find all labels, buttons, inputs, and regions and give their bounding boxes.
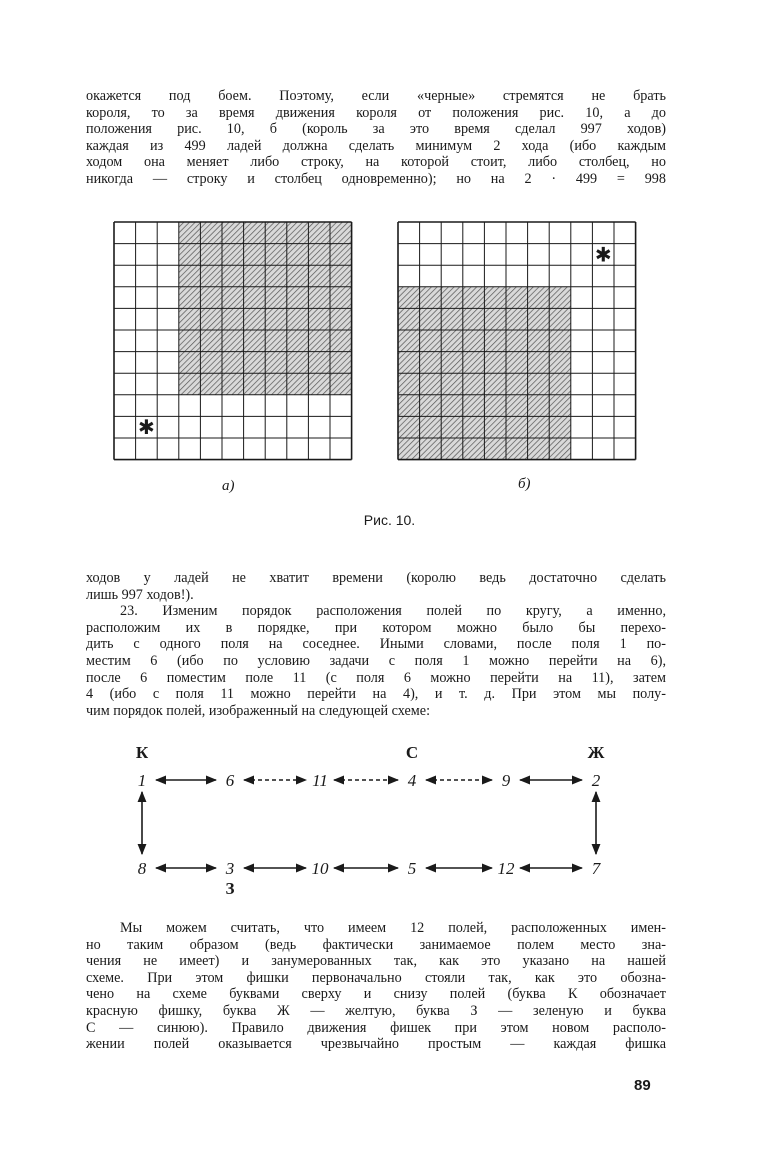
text-line: после 6 поместим поле 11 (с поля 6 можно перейти на 11), затем — [86, 669, 666, 686]
text-line: местим 6 (ибо по условию задачи с поля 1 можно перейти на 6), — [86, 652, 666, 669]
figure-label-b: б) — [518, 476, 531, 492]
text-line: чено на схеме буквами сверху и снизу полей (буква К обозначает — [86, 986, 666, 1003]
text-line: Мы можем считать, что имеем 12 полей, расположенных имен- — [120, 920, 666, 936]
chessboard-a — [112, 220, 354, 462]
text-line: короля, то за время движения короля от положения рис. 10, а до — [86, 104, 666, 121]
text-line: 23. Изменим порядок расположения полей по кругу, а именно, — [120, 603, 666, 620]
text-line: чим порядок полей, изображенный на следующей схеме: — [86, 702, 431, 719]
chip-letter-z: З — [225, 879, 235, 898]
text-line: С — синюю). Правило движения фишек при этом новом располо- — [86, 1019, 666, 1036]
top-paragraph — [86, 88, 666, 188]
field-number: 6 — [225, 771, 235, 790]
field-number: 4 — [407, 771, 417, 790]
field-number: 5 — [407, 859, 417, 878]
page-number: 89 — [634, 1077, 651, 1094]
field-number: 3 — [225, 859, 235, 878]
text-line: ходом она меняет либо строку, на которой стоит, либо столбец, но — [86, 154, 666, 171]
text-line: дить с одного поля на соседнее. Иными словами, после поля 1 по- — [86, 636, 666, 653]
chip-letter-k: К — [135, 743, 149, 762]
king-marker: ✱ — [594, 242, 612, 267]
field-number: 8 — [137, 859, 147, 878]
text-line: красную фишку, буква Ж — желтую, буква З — зеленую и буква — [86, 1002, 666, 1019]
bottom-paragraph — [86, 920, 666, 1053]
text-line: каждая из 499 ладей должна сделать минимум 2 хода (ибо каждым — [86, 137, 666, 154]
field-number: 10 — [311, 859, 329, 878]
text-line: ходов у ладей не хватит времени (королю ведь достаточно сделать — [86, 570, 666, 586]
field-order-scheme — [120, 738, 620, 898]
figure-label-a: а) — [222, 478, 235, 494]
text-line: жении полей оказывается чрезвычайно простым — каждая фишка — [86, 1036, 666, 1053]
text-line: 4 (ибо с поля 11 можно перейти на 4), и т. д. При этом мы полу- — [86, 686, 666, 703]
field-number: 1 — [137, 771, 147, 790]
chip-letter-s: С — [405, 743, 419, 762]
text-line: схеме. При этом фишки первоначально стояли так, как это обозна- — [86, 969, 666, 986]
text-line: окажется под боем. Поэтому, если «черные» стремятся не брать — [86, 88, 666, 104]
text-line: положения рис. 10, б (король за это время сделал 997 ходов) — [86, 121, 666, 138]
text-line: но таким образом (ведь фактически занимаемое полем место зна- — [86, 936, 666, 953]
field-number: 11 — [312, 771, 328, 790]
middle-paragraph — [86, 570, 666, 719]
text-line: лишь 997 ходов!). — [86, 586, 194, 603]
chip-letter-zh: Ж — [587, 743, 605, 762]
text-line: чения не имеет) и занумерованных так, как это указано на нашей — [86, 953, 666, 970]
field-number: 7 — [591, 859, 601, 878]
field-number: 9 — [501, 771, 511, 790]
figure-caption: Рис. 10. — [363, 512, 416, 528]
field-number: 12 — [497, 859, 515, 878]
text-line: расположим их в порядке, при котором можно было бы перехо- — [86, 619, 666, 636]
king-marker: ✱ — [138, 415, 155, 440]
field-number: 2 — [591, 771, 601, 790]
chessboard-b — [396, 220, 638, 462]
text-line: никогда — строку и столбец одновременно); но на 2 · 499 = 998 — [86, 170, 666, 187]
